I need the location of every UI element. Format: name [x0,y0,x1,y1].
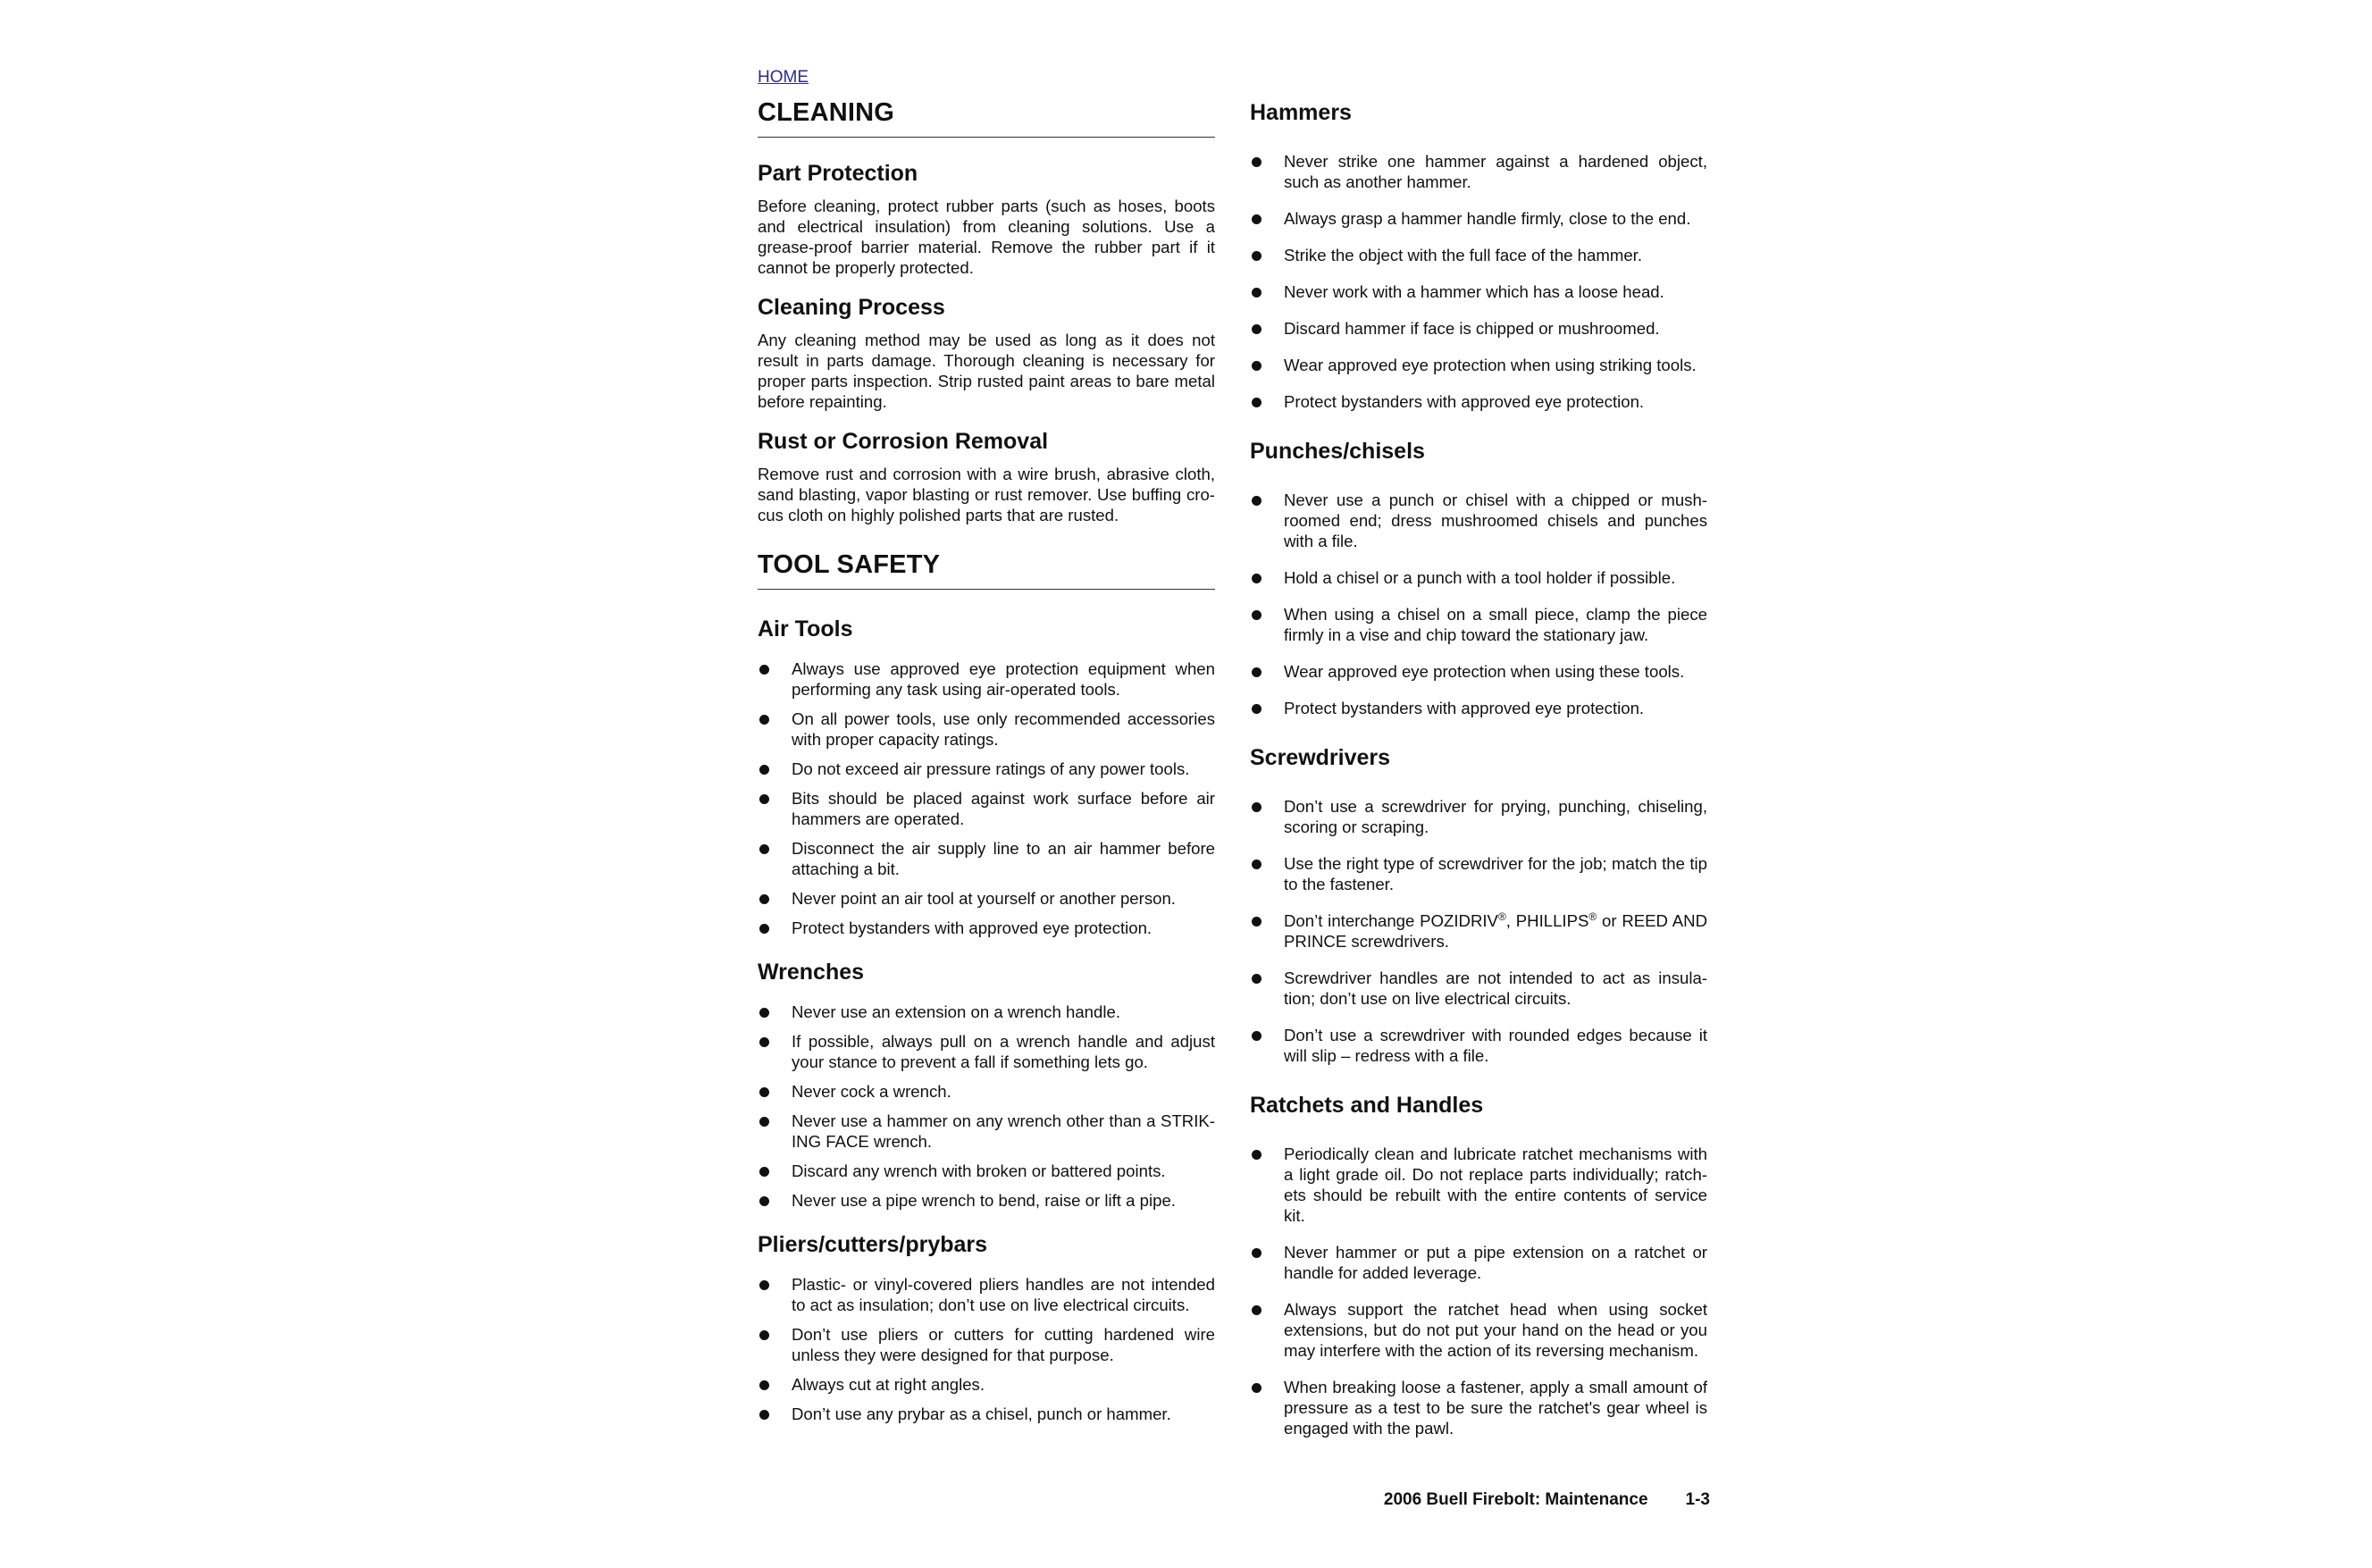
list-item: Always support the ratchet head when using socket extensions, but do not put your hand on the head or you may interfere with the action of its reversing mechanism. [1250,1299,1707,1361]
ratchets-heading: Ratchets and Handles [1250,1093,1484,1118]
wrenches-heading: Wrenches [758,960,865,985]
air-tools-heading: Air Tools [758,616,853,641]
list-item: Never use an extension on a wrench handle. [758,1002,1215,1022]
list-item: When using a chisel on a small piece, clamp the piece firmly in a vise and chip toward the stationary jaw. [1250,604,1707,645]
list-item: When breaking loose a fastener, apply a small amount of pressure as a test to be sure the ratchet's gear wheel is engaged with the pawl. [1250,1377,1707,1438]
interchange-text-post: or REED AND PRINCE screwdrivers. [1284,911,1707,951]
list-item: Disconnect the air supply line to an air hammer before attaching a bit. [758,838,1215,879]
part-protection-text: Before cleaning, protect rubber parts (such as hoses, boots and electrical insulation) from cleaning solutions. Use a grease-proof barrier material. Remove the rubber part if it cannot be properly protected. [758,197,1215,277]
list-item: Don’t use a screwdriver with rounded edges because it will slip – redress with a file. [1250,1025,1707,1066]
list-item: Never hammer or put a pipe extension on a ratchet or handle for added leverage. [1250,1242,1707,1283]
list-item: Never use a hammer on any wrench other than a STRIK- ING FACE wrench. [758,1111,1215,1152]
home-link[interactable]: HOME [758,68,809,87]
list-item: Never point an air tool at yourself or another person. [758,888,1215,909]
registered-mark: ® [1497,910,1506,923]
list-item: Don’t use pliers or cutters for cutting hardened wire unless they were designed for that purpose. [758,1324,1215,1365]
registered-mark: ® [1588,910,1597,923]
page-number: 1-3 [1685,1490,1710,1509]
list-item: Don’t use a screwdriver for prying, punching, chiseling, scoring or scraping. [1250,796,1707,837]
cleaning-process-heading: Cleaning Process [758,295,945,320]
hammers-heading: Hammers [1250,100,1352,125]
list-item: Discard hammer if face is chipped or mushroomed. [1250,318,1707,339]
screwdrivers-heading: Screwdrivers [1250,745,1391,770]
rust-removal-text: Remove rust and corrosion with a wire brush, abrasive cloth, sand blasting, vapor blasting or rust remover. Use buffing cro- cus cloth on highly polished parts that are rusted. [758,465,1215,524]
page-footer [1384,1490,1710,1510]
list-item: Wear approved eye protection when using these tools. [1250,661,1707,682]
list-item: Wear approved eye protection when using striking tools. [1250,355,1707,375]
list-item: Hold a chisel or a punch with a tool holder if possible. [1250,567,1707,588]
air-tools-list [758,658,1215,938]
list-item: Never work with a hammer which has a loose head. [1250,281,1707,302]
list-item: Never strike one hammer against a hardened object, such as another hammer. [1250,151,1707,192]
list-item: Protect bystanders with approved eye protection. [758,918,1215,938]
list-item: Never cock a wrench. [758,1081,1215,1102]
list-item [1250,910,1707,952]
cleaning-title: CLEANING [758,98,1215,138]
interchange-text-mid: , PHILLIPS [1505,911,1589,930]
list-item: On all power tools, use only recommended accessories with proper capacity ratings. [758,709,1215,750]
punches-list [1250,490,1707,718]
list-item: Protect bystanders with approved eye protection. [1250,391,1707,412]
list-item: Periodically clean and lubricate ratchet mechanisms with a light grade oil. Do not replace parts individually; ratch- ets should be rebuilt with the entire contents of service kit. [1250,1144,1707,1226]
rust-removal-heading: Rust or Corrosion Removal [758,429,1049,454]
wrenches-list [758,1002,1215,1211]
list-item: If possible, always pull on a wrench handle and adjust your stance to prevent a fall if something lets go. [758,1031,1215,1072]
footer-title: 2006 Buell Firebolt: Maintenance [1383,1490,1648,1509]
right-column [1250,57,1707,1455]
list-item: Don’t use any prybar as a chisel, punch or hammer. [758,1404,1215,1424]
list-item: Use the right type of screwdriver for the job; match the tip to the fastener. [1250,853,1707,894]
list-item: Discard any wrench with broken or battered points. [758,1161,1215,1181]
screwdrivers-list [1250,796,1707,1066]
list-item: Always grasp a hammer handle firmly, close to the end. [1250,208,1707,229]
list-item: Never use a pipe wrench to bend, raise or lift a pipe. [758,1190,1215,1211]
list-item: Always cut at right angles. [758,1374,1215,1395]
tool-safety-title: TOOL SAFETY [758,550,1215,590]
hammers-list [1250,151,1707,412]
interchange-text-pre: Don’t interchange POZIDRIV [1284,911,1498,930]
list-item: Always use approved eye protection equipment when performing any task using air-operated tools. [758,658,1215,700]
list-item: Screwdriver handles are not intended to act as insula- tion; don’t use on live electrical circuits. [1250,968,1707,1009]
punches-heading: Punches/chisels [1250,439,1425,464]
list-item: Strike the object with the full face of the hammer. [1250,245,1707,265]
left-column [758,57,1215,1433]
list-item: Do not exceed air pressure ratings of any power tools. [758,759,1215,779]
list-item: Protect bystanders with approved eye protection. [1250,698,1707,718]
list-item: Plastic- or vinyl-covered pliers handles are not intended to act as insulation; don’t use on live electrical circuits. [758,1274,1215,1315]
pliers-list [758,1274,1215,1424]
list-item: Bits should be placed against work surface before air hammers are operated. [758,788,1215,829]
list-item: Never use a punch or chisel with a chipped or mush- roomed end; dress mushroomed chisels and punches with a file. [1250,490,1707,551]
pliers-heading: Pliers/cutters/prybars [758,1232,988,1257]
manual-page [758,57,1710,1522]
cleaning-process-text: Any cleaning method may be used as long as it does not result in parts damage. Thorough cleaning is necessary for proper parts inspection. Strip rusted paint areas to bare metal before repainting. [758,331,1215,411]
part-protection-heading: Part Protection [758,161,918,186]
ratchets-list [1250,1144,1707,1438]
